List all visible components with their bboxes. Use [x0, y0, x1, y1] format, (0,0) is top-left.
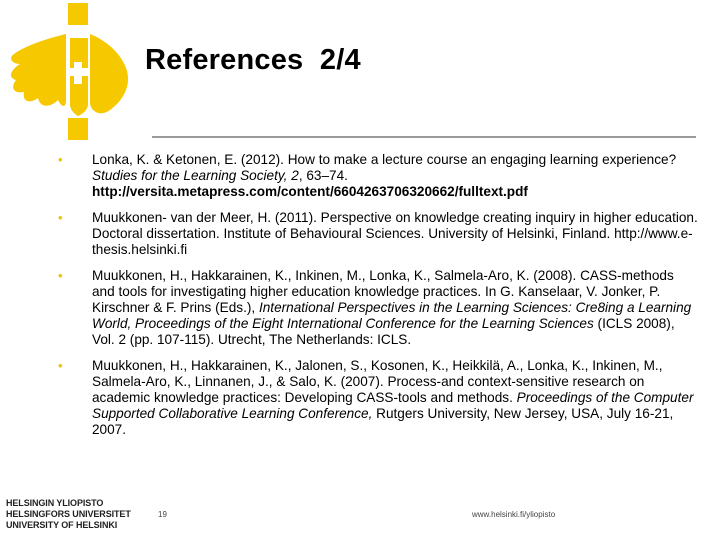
reference-text: Muukkonen, H., Hakkarainen, K., Jalonen, S., Kosonen, K., Heikkilä, A., Lonka, K., Inkinen, M., Salmela-Aro, K., Linnanen, J., & Salo, K. (2007). Process-and context-sensitive research on academic knowledge practices: Developing CASS-tools and methods.	[92, 358, 663, 405]
reference-italic: Proceedings of the Computer Supported Collaborative Learning Conference,	[92, 390, 694, 421]
helsinki-university-flame-logo	[0, 0, 135, 150]
reference-text-after: (ICLS 2008), Vol. 2 (pp. 107-115). Utrecht, The Netherlands: ICLS.	[92, 316, 675, 347]
bullet-icon: •	[58, 152, 63, 167]
reference-text: Muukkonen- van der Meer, H. (2011). Perspective on knowledge creating inquiry in higher education. Doctoral dissertation. Institute of Behavioural Sciences. University of Helsinki, Finland. http://www.e-thesis.helsinki.fi	[92, 210, 698, 257]
reference-item	[58, 152, 698, 200]
reference-text-after: Rutgers University, New Jersey, USA, July 16-21, 2007.	[92, 406, 674, 437]
title-divider	[152, 136, 696, 138]
reference-text-after: , 63–74.	[298, 168, 348, 183]
university-name-fi: HELSINGIN YLIOPISTO	[6, 498, 104, 508]
bullet-icon: •	[58, 268, 63, 283]
university-name	[6, 498, 131, 531]
reference-url[interactable]: http://versita.metapress.com/content/6604263706320662/fulltext.pdf	[92, 184, 528, 199]
bullet-icon: •	[58, 210, 63, 225]
reference-italic: Studies for the Learning Society, 2	[92, 168, 299, 183]
footer-url[interactable]: www.helsinki.fi/yliopisto	[472, 510, 556, 519]
reference-text: Muukkonen, H., Hakkarainen, K., Inkinen, M., Lonka, K., Salmela-Aro, K. (2008). CASS-methods and tools for investigating higher education knowledge practices. In G. Kanselaar, V. Jonker, P. Kirschner & F. Prins (Eds.),	[92, 268, 674, 315]
university-name-en: UNIVERSITY OF HELSINKI	[6, 520, 118, 530]
page-number: 19	[158, 510, 167, 519]
slide-title: References 2/4	[145, 44, 361, 76]
university-name-sv: HELSINGFORS UNIVERSITET	[6, 509, 131, 519]
reference-italic: International Perspectives in the Learning Sciences: Cre8ing a Learning World, Proceedings of the Eight International Conference for the Learning Sciences	[92, 300, 692, 331]
reference-item	[58, 268, 698, 348]
reference-text: Lonka, K. & Ketonen, E. (2012). How to make a lecture course an engaging learning experience?	[92, 152, 677, 167]
reference-list	[58, 152, 698, 448]
reference-item	[58, 358, 698, 438]
bullet-icon: •	[58, 358, 63, 373]
reference-item	[58, 210, 698, 258]
